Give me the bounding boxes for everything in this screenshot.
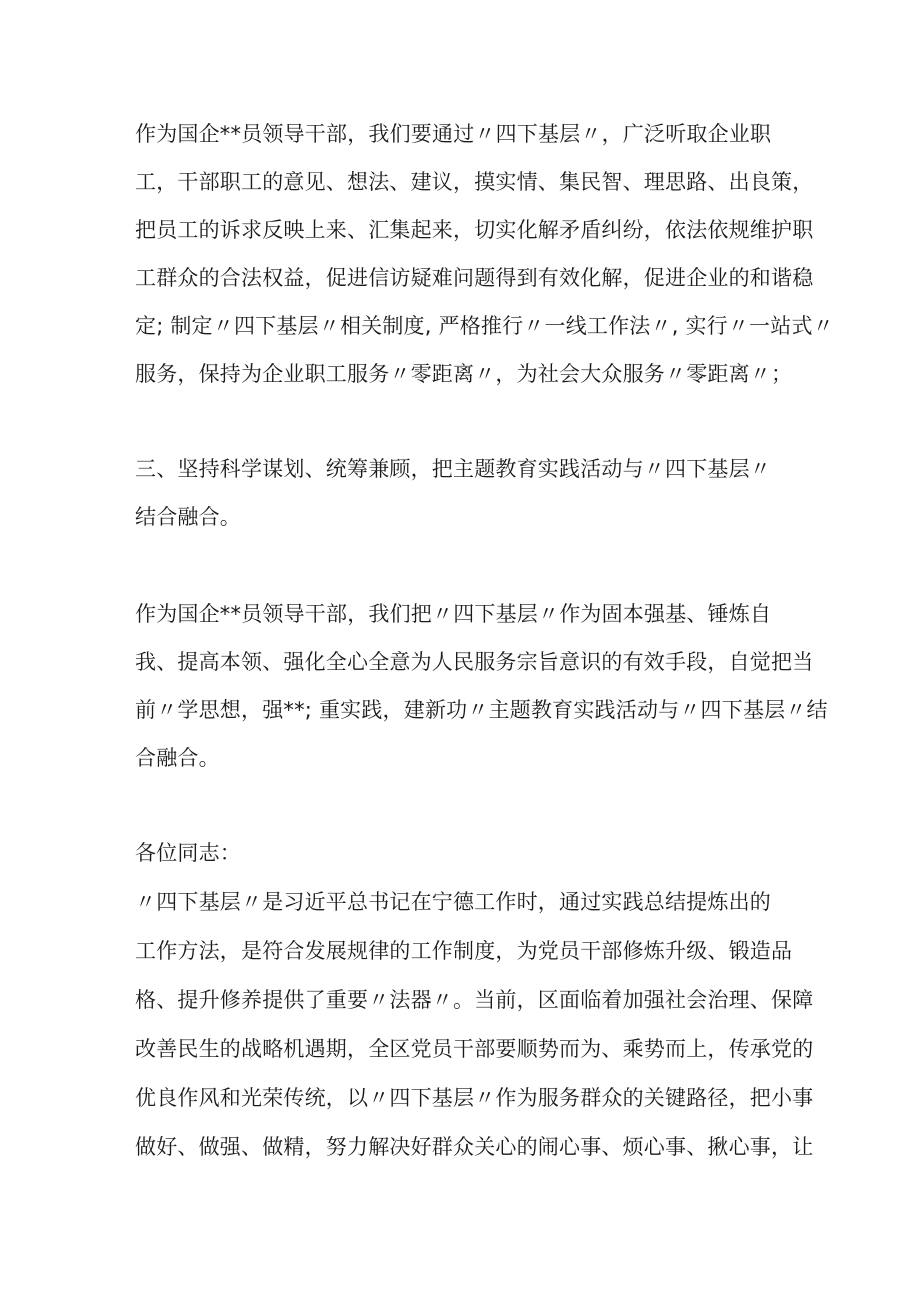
paragraph-leaders-listen [135,110,834,398]
text-line: 我、提高本领、强化全心全意为人民服务宗旨意识的有效手段，自觉把当 [135,650,814,674]
text-line: 作为国企**员领导干部，我们要通过〃四下基层〃，广泛听取企业职 [135,122,772,146]
section-heading-three [135,445,795,541]
text-line: 格、提升修养提供了重要〃法器〃。当前，区面临着加强社会治理、保障 [135,988,814,1012]
text-line: 前〃学思想，强**; 重实践，建新功〃主题教育实践活动与〃四下基层〃结 [135,698,828,722]
text-line: 把员工的诉求反映上来、汇集起来，切实化解矛盾纠纷，依法依规维护职 [135,218,814,242]
text-line: 做好、做强、做精，努力解决好群众关心的闹心事、烦心事、揪心事，让 [135,1135,814,1159]
text-line: 定; 制定〃四下基层〃相关制度, 严格推行〃一线工作法〃, 实行〃一站式〃 [135,314,834,338]
text-line: 各位同志： [135,841,241,865]
text-line: 三、坚持科学谋划、统筹兼顾，把主题教育实践活动与〃四下基层〃 [135,457,771,481]
text-line: 工，干部职工的意见、想法、建议，摸实情、集民智、理思路、出良策， [135,170,814,194]
paragraph-four-down-method [135,878,814,1172]
text-line: 作为国企**员领导干部，我们把〃四下基层〃作为固本强基、锤炼自 [135,602,772,626]
paragraph-integration [135,590,828,782]
text-line: 改善民生的战略机遇期，全区党员干部要顺势而为、乘势而上，传承党的 [135,1037,814,1061]
text-line: 结合融合。 [135,505,241,529]
salutation [135,830,795,876]
text-line: 〃四下基层〃是习近平总书记在宁德工作时，通过实践总结提炼出的 [135,890,771,914]
text-line: 工作方法，是符合发展规律的工作制度，为党员干部修炼升级、锻造品 [135,939,793,963]
text-line: 服务，保持为企业职工服务〃零距离〃，为社会大众服务〃零距离〃； [135,362,793,386]
text-line: 工群众的合法权益，促进信访疑难问题得到有效化解，促进企业的和谐稳 [135,266,814,290]
text-line: 合融合。 [135,746,220,770]
text-line: 优良作风和光荣传统，以〃四下基层〃作为服务群众的关键路径，把小事 [135,1086,814,1110]
